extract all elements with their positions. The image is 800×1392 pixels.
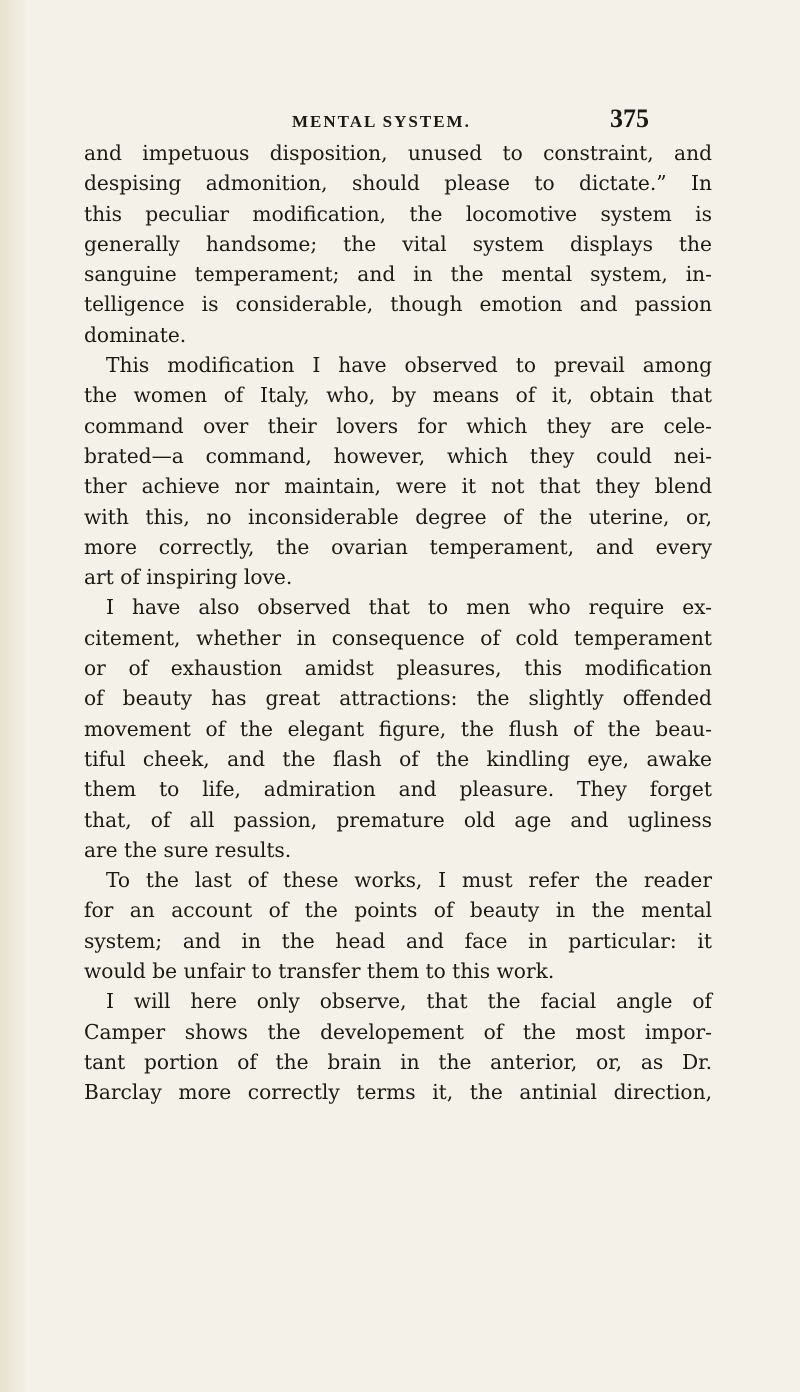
text-line: tiful cheek, and the flash of the kindling eye, awake [84,746,712,771]
text-line: despising admonition, should please to dictate.” In [84,171,712,196]
text-line: movement of the elegant figure, the flush of the beau- [84,716,712,741]
paragraph-5 [84,986,712,1107]
text-line: and impetuous disposition, unused to constraint, and [84,141,712,165]
text-line: the women of Italy, who, by means of it, obtain that [84,383,712,408]
text-line: dominate. [84,322,187,347]
text-line: command over their lovers for which they are cele- [84,413,712,438]
text-line: tant portion of the brain in the anterior, or, as Dr. [84,1049,712,1074]
text-line: system; and in the head and face in particular: it [84,928,712,953]
text-line: Camper shows the developement of the most impor- [84,1019,712,1044]
paragraph-4 [84,865,712,986]
text-line: art of inspiring love. [84,565,293,590]
text-line: I will here only observe, that the facial angle of [106,989,712,1014]
page-header [0,96,800,136]
text-line: are the sure results. [84,837,292,862]
text-line: To the last of these works, I must refer the reader [106,868,712,893]
running-head: MENTAL SYSTEM. [292,112,471,131]
text-line: sanguine temperament; and in the mental system, in- [84,262,712,287]
text-line: more correctly, the ovarian temperament, and every [84,534,712,559]
text-line: Barclay more correctly terms it, the antinial direction, [84,1080,712,1105]
text-line: ther achieve nor maintain, were it not that they blend [84,474,712,499]
page-number: 375 [610,104,649,133]
text-line: for an account of the points of beauty in the mental [84,898,712,923]
page-edge-shadow [0,0,28,1392]
body-text [84,138,712,1108]
text-line: This modification I have observed to prevail among [106,353,712,378]
text-line: would be unfair to transfer them to this work. [84,959,555,984]
text-line: them to life, admiration and pleasure. They forget [84,777,712,802]
text-line: this peculiar modification, the locomotive system is [84,201,712,226]
text-line: that, of all passion, premature old age and ugliness [84,807,712,832]
paragraph-2 [84,350,712,592]
paragraph-3 [84,592,712,865]
text-line: citement, whether in consequence of cold temperament [84,625,712,650]
text-line: with this, no inconsiderable degree of the uterine, or, [84,504,712,529]
text-line: I have also observed that to men who require ex- [106,595,712,620]
text-line: telligence is considerable, though emotion and passion [84,292,712,317]
text-line: generally handsome; the vital system displays the [84,231,712,256]
paragraph-1 [84,138,712,350]
text-line: or of exhaustion amidst pleasures, this modification [84,656,712,681]
text-line: of beauty has great attractions: the slightly offended [84,686,712,711]
text-line: brated—a command, however, which they could nei- [84,443,712,468]
